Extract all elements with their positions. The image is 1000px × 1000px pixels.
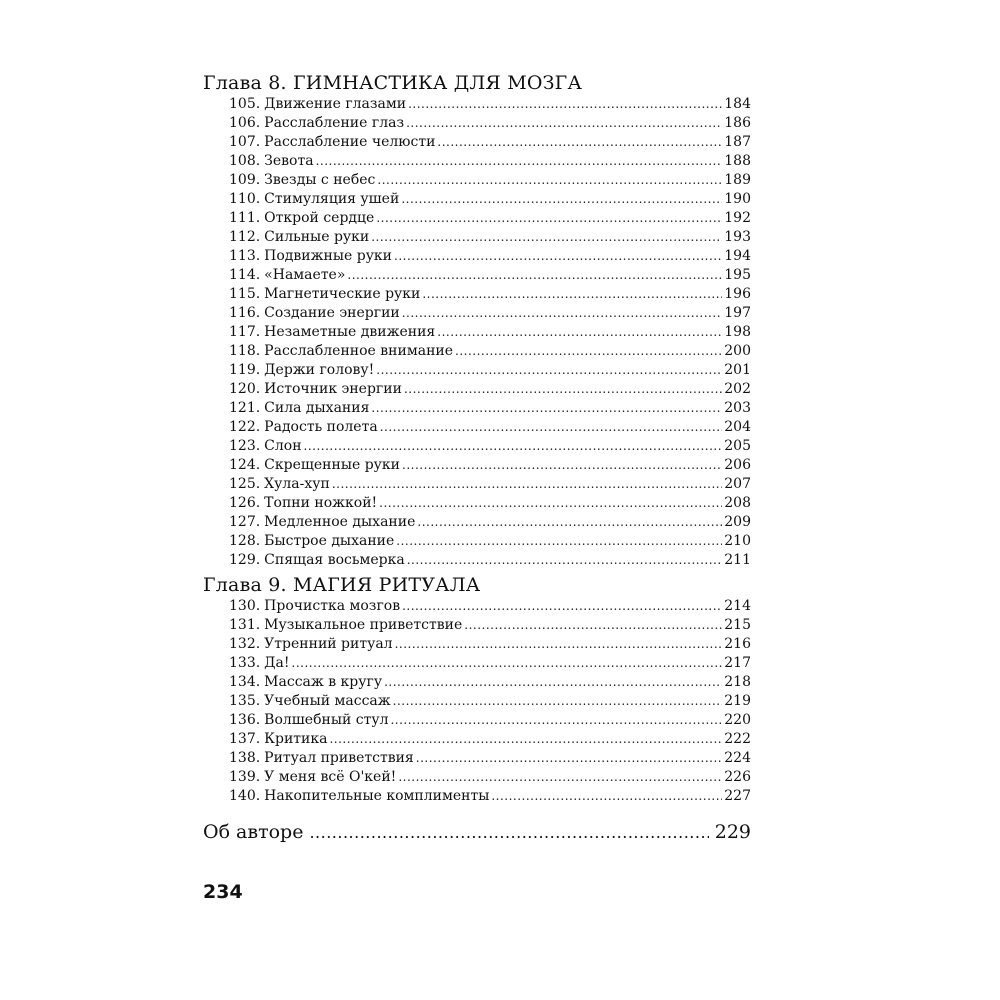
dot-leader — [491, 787, 722, 806]
entry-number: 135. — [229, 693, 261, 709]
entry-page-number: 196 — [724, 286, 751, 302]
toc-entry — [229, 597, 751, 616]
dot-leader — [394, 247, 722, 266]
chapter-number: Глава 9. — [203, 574, 287, 596]
entry-page-number: 219 — [724, 693, 751, 709]
entry-page-number: 215 — [724, 617, 751, 633]
toc-entry — [229, 635, 751, 654]
entry-page-number: 195 — [724, 267, 751, 283]
entry-title: Источник энергии — [264, 381, 402, 397]
entry-page-number: 193 — [724, 229, 751, 245]
entry-title: Критика — [264, 731, 328, 747]
toc-entry — [229, 456, 751, 475]
toc-entry — [229, 209, 751, 228]
dot-leader — [292, 654, 723, 673]
entry-page-number: 200 — [724, 343, 751, 359]
dot-leader — [455, 342, 722, 361]
entry-title: Открой сердце — [264, 210, 375, 226]
entry-title: Расслабление глаз — [264, 115, 405, 131]
toc-entry — [229, 616, 751, 635]
entry-page-number: 207 — [724, 476, 751, 492]
entry-number: 113. — [229, 248, 261, 264]
entry-page-number: 203 — [724, 400, 751, 416]
dot-leader — [417, 513, 722, 532]
entry-page-number: 216 — [724, 636, 751, 652]
dot-leader — [437, 133, 722, 152]
toc-entry — [229, 692, 751, 711]
dot-leader — [332, 475, 722, 494]
dot-leader — [416, 749, 723, 768]
dot-leader — [384, 673, 722, 692]
entry-title: Расслабление челюсти — [264, 134, 436, 150]
toc-entry — [229, 730, 751, 749]
entry-number: 122. — [229, 419, 261, 435]
toc-entry — [229, 787, 751, 806]
entry-page-number: 197 — [724, 305, 751, 321]
dot-leader — [393, 692, 723, 711]
toc-entry — [229, 152, 751, 171]
dot-leader — [376, 209, 722, 228]
toc-entry — [229, 285, 751, 304]
dot-leader — [329, 730, 722, 749]
entry-number: 112. — [229, 229, 261, 245]
toc-entry — [229, 418, 751, 437]
entry-number: 108. — [229, 153, 261, 169]
entry-title: Создание энергии — [264, 305, 400, 321]
toc-entry — [229, 266, 751, 285]
toc-entry — [229, 513, 751, 532]
entry-page-number: 194 — [724, 248, 751, 264]
entry-number: 138. — [229, 750, 261, 766]
about-author-page: 229 — [714, 821, 751, 843]
entry-page-number: 201 — [724, 362, 751, 378]
entry-title: «Намаете» — [264, 267, 346, 283]
entry-title: Накопительные комплименты — [264, 788, 490, 804]
entry-number: 136. — [229, 712, 261, 728]
entry-page-number: 209 — [724, 514, 751, 530]
toc-entry — [229, 551, 751, 570]
dot-leader — [402, 456, 722, 475]
dot-leader — [396, 532, 722, 551]
entry-number: 115. — [229, 286, 261, 302]
toc-entry — [229, 323, 751, 342]
entry-number: 124. — [229, 457, 261, 473]
entry-title: Учебный массаж — [264, 693, 391, 709]
entry-title: Утренний ритуал — [264, 636, 393, 652]
toc-entry — [229, 749, 751, 768]
entry-number: 117. — [229, 324, 261, 340]
entry-page-number: 192 — [724, 210, 751, 226]
dot-leader — [371, 399, 722, 418]
entry-number: 121. — [229, 400, 261, 416]
toc-entry — [229, 399, 751, 418]
entry-number: 140. — [229, 788, 261, 804]
page-number: 234 — [203, 881, 243, 903]
entry-title: Держи голову! — [264, 362, 375, 378]
chapter-heading — [203, 71, 751, 95]
entry-page-number: 218 — [724, 674, 751, 690]
entry-page-number: 222 — [724, 731, 751, 747]
chapter-8-entries — [229, 95, 751, 570]
toc-entry — [229, 247, 751, 266]
dot-leader — [390, 711, 722, 730]
entry-page-number: 205 — [724, 438, 751, 454]
entry-number: 139. — [229, 769, 261, 785]
toc-entry — [229, 361, 751, 380]
dot-leader — [398, 768, 722, 787]
entry-title: Зевота — [264, 153, 314, 169]
chapter-title: МАГИЯ РИТУАЛА — [293, 574, 481, 596]
toc-entry — [229, 304, 751, 323]
dot-leader — [395, 635, 723, 654]
entry-title: Массаж в кругу — [264, 674, 383, 690]
toc-entry — [229, 673, 751, 692]
entry-title: Да! — [264, 655, 290, 671]
entry-number: 128. — [229, 533, 261, 549]
entry-number: 107. — [229, 134, 261, 150]
dot-leader — [376, 361, 722, 380]
entry-number: 134. — [229, 674, 261, 690]
dot-leader — [408, 95, 722, 114]
entry-number: 132. — [229, 636, 261, 652]
dot-leader — [402, 597, 722, 616]
toc-entry — [229, 190, 751, 209]
entry-page-number: 189 — [724, 172, 751, 188]
dot-leader — [377, 171, 722, 190]
dot-leader — [371, 228, 722, 247]
entry-title: Магнетические руки — [264, 286, 421, 302]
entry-title: Подвижные руки — [264, 248, 393, 264]
entry-title: У меня всё О'кей! — [264, 769, 397, 785]
chapter-number: Глава 8. — [203, 72, 287, 94]
entry-page-number: 211 — [724, 552, 751, 568]
dot-leader — [379, 494, 722, 513]
chapter-9-block — [203, 573, 751, 806]
entry-page-number: 202 — [724, 381, 751, 397]
dot-leader — [401, 190, 722, 209]
entry-page-number: 214 — [724, 598, 751, 614]
chapter-9-entries — [229, 597, 751, 806]
entry-number: 137. — [229, 731, 261, 747]
dot-leader — [347, 266, 722, 285]
entry-title: Скрещенные руки — [264, 457, 401, 473]
toc-entry — [229, 342, 751, 361]
entry-page-number: 186 — [724, 115, 751, 131]
entry-title: Спящая восьмерка — [264, 552, 405, 568]
entry-title: Сила дыхания — [264, 400, 370, 416]
entry-title: Незаметные движения — [264, 324, 436, 340]
entry-title: Хула-хуп — [264, 476, 330, 492]
dot-leader — [402, 304, 723, 323]
dot-leader — [380, 418, 723, 437]
entry-number: 125. — [229, 476, 261, 492]
about-author-entry — [203, 819, 751, 845]
toc-entry — [229, 711, 751, 730]
toc-entry — [229, 654, 751, 673]
toc-entry — [229, 114, 751, 133]
toc-entry — [229, 494, 751, 513]
dot-leader — [406, 114, 722, 133]
entry-page-number: 217 — [724, 655, 751, 671]
chapter-title: ГИМНАСТИКА ДЛЯ МОЗГА — [293, 72, 583, 94]
entry-title: Быстрое дыхание — [264, 533, 395, 549]
entry-title: Музыкальное приветствие — [264, 617, 463, 633]
entry-number: 118. — [229, 343, 261, 359]
entry-title: Радость полета — [264, 419, 378, 435]
chapter-8-block — [203, 71, 751, 570]
toc-entry — [229, 133, 751, 152]
dot-leader — [309, 820, 708, 846]
entry-page-number: 187 — [724, 134, 751, 150]
entry-title: Слон — [264, 438, 302, 454]
entry-number: 116. — [229, 305, 261, 321]
entry-number: 106. — [229, 115, 261, 131]
entry-title: Расслабленное внимание — [264, 343, 454, 359]
entry-page-number: 206 — [724, 457, 751, 473]
entry-number: 119. — [229, 362, 261, 378]
entry-page-number: 208 — [724, 495, 751, 511]
entry-number: 123. — [229, 438, 261, 454]
toc-entry — [229, 532, 751, 551]
entry-page-number: 226 — [724, 769, 751, 785]
dot-leader — [407, 551, 723, 570]
entry-number: 130. — [229, 598, 261, 614]
entry-title: Прочистка мозгов — [264, 598, 401, 614]
entry-number: 114. — [229, 267, 261, 283]
entry-title: Топни ножкой! — [264, 495, 378, 511]
entry-title: Движение глазами — [264, 96, 407, 112]
dot-leader — [437, 323, 722, 342]
dot-leader — [464, 616, 722, 635]
dot-leader — [316, 152, 723, 171]
entry-number: 133. — [229, 655, 261, 671]
entry-page-number: 224 — [724, 750, 751, 766]
entry-page-number: 188 — [724, 153, 751, 169]
entry-page-number: 190 — [724, 191, 751, 207]
entry-number: 127. — [229, 514, 261, 530]
entry-number: 111. — [229, 210, 261, 226]
entry-page-number: 204 — [724, 419, 751, 435]
dot-leader — [404, 380, 722, 399]
entry-page-number: 184 — [724, 96, 751, 112]
entry-number: 131. — [229, 617, 261, 633]
toc-entry — [229, 475, 751, 494]
entry-title: Ритуал приветствия — [264, 750, 414, 766]
toc-entry — [229, 228, 751, 247]
entry-title: Сильные руки — [264, 229, 370, 245]
toc-entry — [229, 437, 751, 456]
entry-title: Волшебный стул — [264, 712, 389, 728]
dot-leader — [304, 437, 723, 456]
entry-number: 129. — [229, 552, 261, 568]
entry-title: Стимуляция ушей — [264, 191, 400, 207]
entry-number: 105. — [229, 96, 261, 112]
entry-number: 120. — [229, 381, 261, 397]
toc-entry — [229, 380, 751, 399]
entry-title: Звезды с небес — [264, 172, 376, 188]
toc-entry — [229, 95, 751, 114]
about-author-title: Об авторе — [203, 821, 304, 843]
entry-number: 110. — [229, 191, 261, 207]
dot-leader — [422, 285, 722, 304]
table-of-contents — [203, 71, 751, 845]
entry-number: 126. — [229, 495, 261, 511]
entry-page-number: 210 — [724, 533, 751, 549]
toc-entry — [229, 768, 751, 787]
entry-number: 109. — [229, 172, 261, 188]
entry-page-number: 198 — [724, 324, 751, 340]
toc-entry — [229, 171, 751, 190]
entry-title: Медленное дыхание — [264, 514, 416, 530]
entry-page-number: 227 — [724, 788, 751, 804]
chapter-heading — [203, 573, 751, 597]
entry-page-number: 220 — [724, 712, 751, 728]
